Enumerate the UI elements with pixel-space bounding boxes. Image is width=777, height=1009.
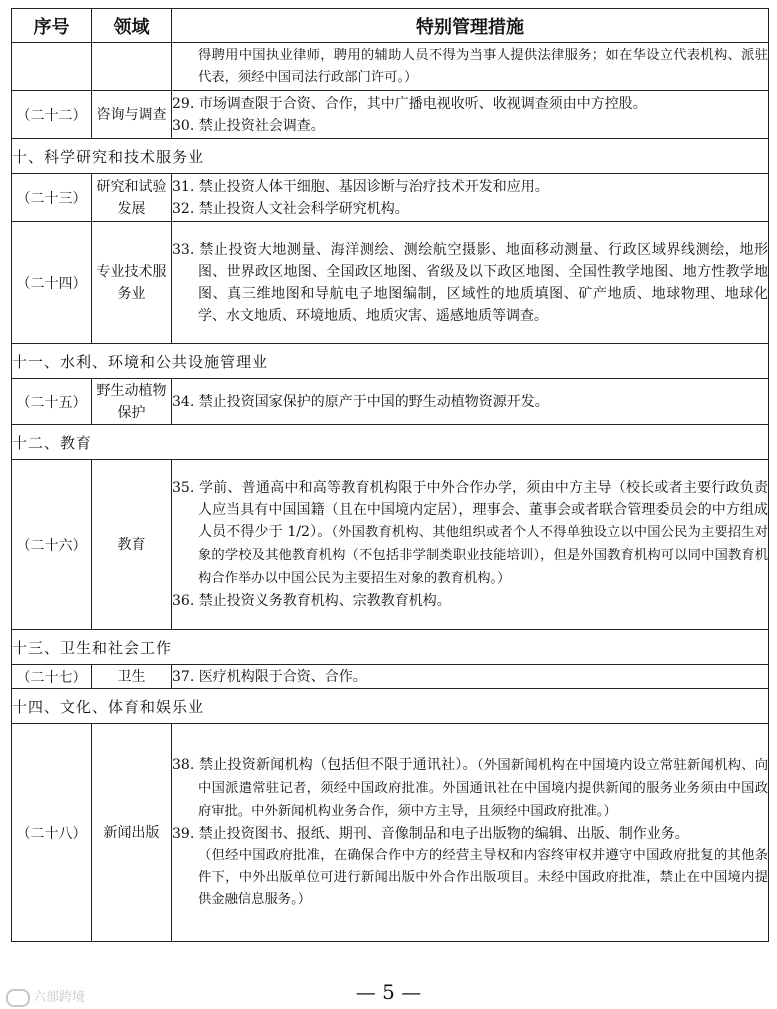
row-field: 野生动植物保护 bbox=[92, 379, 172, 425]
measure-item: 36. 禁止投资义务教育机构、宗教教育机构。 bbox=[172, 593, 451, 609]
sector-row bbox=[12, 630, 769, 665]
table-row bbox=[12, 222, 769, 344]
sector-heading: 十、科学研究和技术服务业 bbox=[12, 139, 769, 174]
measure-item: 37. 医疗机构限于合资、合作。 bbox=[172, 668, 367, 685]
measure-item: 32. 禁止投资人文社会科学研究机构。 bbox=[172, 200, 409, 217]
measure-item: 39. 禁止投资图书、报纸、期刊、音像制品和电子出版物的编辑、出版、制作业务。 bbox=[172, 826, 689, 842]
table-row bbox=[12, 174, 769, 222]
page-number: — 5 — bbox=[355, 980, 422, 1004]
table-row bbox=[12, 665, 769, 689]
header-field: 领域 bbox=[92, 9, 172, 43]
sector-heading: 十二、教育 bbox=[12, 425, 769, 460]
table-row bbox=[12, 379, 769, 425]
row-number: （二十六） bbox=[12, 460, 92, 630]
table-row bbox=[12, 460, 769, 630]
row-number: （二十五） bbox=[12, 379, 92, 425]
measure-item: 31. 禁止投资人体干细胞、基因诊断与治疗技术开发和应用。 bbox=[172, 178, 549, 195]
sector-heading: 十四、文化、体育和娱乐业 bbox=[12, 689, 769, 724]
measure-item: 34. 禁止投资国家保护的原产于中国的野生动植物资源开发。 bbox=[172, 393, 549, 410]
measure-item: 30. 禁止投资社会调查。 bbox=[172, 117, 325, 134]
header-num: 序号 bbox=[12, 9, 92, 43]
sector-heading: 十三、卫生和社会工作 bbox=[12, 630, 769, 665]
table-row bbox=[12, 724, 769, 942]
row-field: 卫生 bbox=[92, 665, 172, 689]
measure-item: 33. 禁止投资大地测量、海洋测绘、测绘航空摄影、地面移动测量、行政区域界线测绘，地形图、世界政区地图、全国政区地图、省级及以下政区地图、全国性教学地图、地方性教学地图、真三维地图和导航电子地图编制，区域性的地质填图、矿产地质、地球物理、地球化学、水文地质、环境地质、地质灾害、遥感地质等调查。 bbox=[172, 241, 768, 324]
table-header-row bbox=[12, 9, 769, 43]
row-number: （二十三） bbox=[12, 174, 92, 222]
sector-heading: 十一、水利、环境和公共设施管理业 bbox=[12, 344, 769, 379]
row-field: 咨询与调查 bbox=[92, 91, 172, 139]
measure-item: 38. 禁止投资新闻机构（包括但不限于通讯社）。 bbox=[172, 757, 477, 773]
row-number: （二十二） bbox=[12, 91, 92, 139]
sector-row bbox=[12, 139, 769, 174]
row-field: 专业技术服务业 bbox=[92, 222, 172, 344]
table-row bbox=[12, 91, 769, 139]
row-field: 研究和试验发展 bbox=[92, 174, 172, 222]
special-measures-table bbox=[11, 8, 769, 942]
sector-row bbox=[12, 425, 769, 460]
row-number: （二十四） bbox=[12, 222, 92, 344]
measure-note: （外国新闻机构在中国境内设立常驻新闻机构、向中国派遣常驻记者，须经中国政府批准。外国通讯社在中国境内提供新闻的服务业务须由中国政府审批。中外新闻机构业务合作，须中方主导，且须经中国政府批准。） bbox=[198, 758, 768, 819]
sector-row bbox=[12, 344, 769, 379]
row-field: 新闻出版 bbox=[92, 724, 172, 942]
row-field: 教育 bbox=[92, 460, 172, 630]
table-row bbox=[12, 43, 769, 91]
measure-note: （但经中国政府批准，在确保合作中方的经营主导权和内容终审权并遵守中国政府批复的其他条件下，中外出版单位可进行新闻出版中外合作出版项目。未经中国政府批准，禁止在中国境内提供金融信息服务。） bbox=[198, 848, 768, 907]
continued-text: 得聘用中国执业律师，聘用的辅助人员不得为当事人提供法律服务；如在华设立代表机构、派驻代表，须经中国司法行政部门许可。） bbox=[198, 47, 768, 85]
row-number: （二十七） bbox=[12, 665, 92, 689]
sector-row bbox=[12, 689, 769, 724]
measure-note: （外国教育机构、其他组织或者个人不得单独设立以中国公民为主要招生对象的学校及其他教育机构（不包括非学制类职业技能培训），但是外国教育机构可以同中国教育机构合作举办以中国公民为主要招生对象的教育机构。） bbox=[198, 525, 769, 586]
measure-item: 35. 学前、普通高中和高等教育机构限于中外合作办学，须由中方主导（校长或者主要行政负责人应当具有中国国籍（且在中国境内定居），理事会、董事会或者联合管理委员会的中方组成人员不得少于 1/2）。 bbox=[172, 480, 768, 540]
header-measures: 特别管理措施 bbox=[172, 9, 769, 43]
watermark-text: 六部跨境 bbox=[33, 990, 86, 1005]
row-number: （二十八） bbox=[12, 724, 92, 942]
measure-item: 29. 市场调查限于合资、合作，其中广播电视收听、收视调查须由中方控股。 bbox=[172, 95, 647, 112]
